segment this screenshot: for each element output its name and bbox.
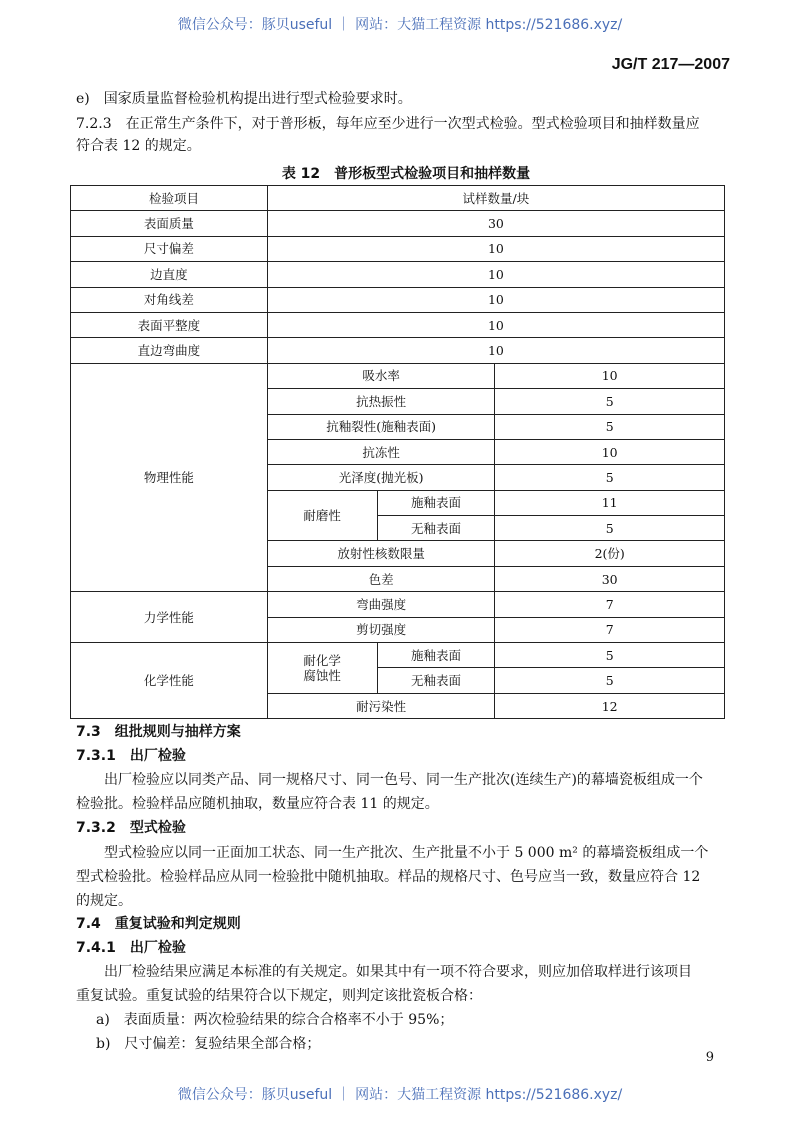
qty-cell: 7 xyxy=(495,617,725,642)
table-header-row xyxy=(71,186,725,211)
qty-cell: 5 xyxy=(495,643,725,668)
table-row xyxy=(71,643,725,668)
item-b: b) 尺寸偏差：复验结果全部合格； xyxy=(96,1036,321,1052)
item-cell: 抗热振性 xyxy=(267,389,495,414)
item-cell: 抗釉裂性(施釉表面) xyxy=(267,414,495,439)
clause-7-4-1-line1: 出厂检验结果应满足本标准的有关规定。如果其中有一项不符合要求，则应加倍取样进行该项目 xyxy=(76,964,692,980)
table-row xyxy=(71,262,725,287)
table-row xyxy=(71,363,725,388)
wear-resistance-cell: 耐磨性 xyxy=(267,490,377,541)
item-cell: 表面质量 xyxy=(71,211,268,236)
table-row xyxy=(71,338,725,363)
item-cell: 边直度 xyxy=(71,262,268,287)
qty-cell: 11 xyxy=(495,490,725,515)
qty-cell: 10 xyxy=(267,236,724,261)
item-cell: 色差 xyxy=(267,566,495,591)
qty-cell: 10 xyxy=(267,312,724,337)
qty-cell: 5 xyxy=(495,516,725,541)
clause-7-3-2-line3: 的规定。 xyxy=(76,893,132,909)
watermark-bottom: 微信公众号：豚贝useful ｜ 网站：大猫工程资源 https://521686.xyz/ xyxy=(177,1087,623,1103)
qty-cell: 5 xyxy=(495,414,725,439)
qty-cell: 5 xyxy=(495,668,725,693)
qty-cell: 30 xyxy=(495,566,725,591)
item-e: e) 国家质量监督检验机构提出进行型式检验要求时。 xyxy=(76,91,412,107)
header-qty: 试样数量/块 xyxy=(267,186,724,211)
clause-7-3-1-heading: 7.3.1 出厂检验 xyxy=(76,748,186,764)
standard-code: JG/T 217—2007 xyxy=(611,56,730,73)
clause-7-3-2-heading: 7.3.2 型式检验 xyxy=(76,820,186,836)
item-cell: 无釉表面 xyxy=(377,516,495,541)
clause-7-2-3-line1: 7.2.3 在正常生产条件下，对于普形板，每年应至少进行一次型式检验。型式检验项目和抽样数量应 xyxy=(76,116,700,132)
group-physical: 物理性能 xyxy=(71,363,268,592)
item-cell: 尺寸偏差 xyxy=(71,236,268,261)
item-cell: 放射性核数限量 xyxy=(267,541,495,566)
item-cell: 光泽度(抛光板) xyxy=(267,465,495,490)
chemical-corrosion-line2: 腐蚀性 xyxy=(303,667,341,683)
item-cell: 施釉表面 xyxy=(377,643,495,668)
qty-cell: 5 xyxy=(495,389,725,414)
item-cell: 弯曲强度 xyxy=(267,592,495,617)
clause-7-4-1-heading: 7.4.1 出厂检验 xyxy=(76,940,186,956)
item-a: a) 表面质量：两次检验结果的综合合格率不小于 95%； xyxy=(96,1012,454,1028)
table-row xyxy=(71,592,725,617)
header-item: 检验项目 xyxy=(71,186,268,211)
qty-cell: 10 xyxy=(267,287,724,312)
qty-cell: 2(份) xyxy=(495,541,725,566)
item-cell: 耐污染性 xyxy=(267,693,495,718)
item-cell: 剪切强度 xyxy=(267,617,495,642)
qty-cell: 12 xyxy=(495,693,725,718)
qty-cell: 10 xyxy=(495,439,725,464)
item-cell: 吸水率 xyxy=(267,363,495,388)
qty-cell: 7 xyxy=(495,592,725,617)
item-cell: 无釉表面 xyxy=(377,668,495,693)
group-mechanical: 力学性能 xyxy=(71,592,268,643)
qty-cell: 30 xyxy=(267,211,724,236)
qty-cell: 10 xyxy=(267,262,724,287)
section-7-3-heading: 7.3 组批规则与抽样方案 xyxy=(76,724,241,740)
item-cell: 对角线差 xyxy=(71,287,268,312)
table-caption: 表 12 普形板型式检验项目和抽样数量 xyxy=(281,166,531,182)
chemical-corrosion-cell xyxy=(267,643,377,694)
page-number: 9 xyxy=(705,1050,714,1065)
clause-7-4-1-line2: 重复试验。重复试验的结果符合以下规定，则判定该批瓷板合格： xyxy=(76,988,482,1004)
item-cell: 施釉表面 xyxy=(377,490,495,515)
item-cell: 表面平整度 xyxy=(71,312,268,337)
table-row xyxy=(71,236,725,261)
item-cell: 抗冻性 xyxy=(267,439,495,464)
clause-7-3-1-line2: 检验批。检验样品应随机抽取，数量应符合表 11 的规定。 xyxy=(76,796,439,812)
table-row xyxy=(71,287,725,312)
clause-7-3-2-line2: 型式检验批。检验样品应从同一检验批中随机抽取。样品的规格尺寸、色号应当一致，数量应符合 12 xyxy=(76,869,701,885)
qty-cell: 5 xyxy=(495,465,725,490)
chemical-corrosion-line1: 耐化学 xyxy=(303,652,341,668)
section-7-4-heading: 7.4 重复试验和判定规则 xyxy=(76,916,241,932)
qty-cell: 10 xyxy=(267,338,724,363)
watermark-top: 微信公众号：豚贝useful ｜ 网站：大猫工程资源 https://521686.xyz/ xyxy=(177,17,623,33)
inspection-table xyxy=(70,185,725,719)
table-row xyxy=(71,211,725,236)
table-row xyxy=(71,312,725,337)
item-cell: 直边弯曲度 xyxy=(71,338,268,363)
clause-7-2-3-line2: 符合表 12 的规定。 xyxy=(76,138,201,154)
clause-7-3-1-line1: 出厂检验应以同类产品、同一规格尺寸、同一色号、同一生产批次(连续生产)的幕墙瓷板组成一个 xyxy=(76,772,703,788)
group-chemical: 化学性能 xyxy=(71,643,268,719)
qty-cell: 10 xyxy=(495,363,725,388)
clause-7-3-2-line1: 型式检验应以同一正面加工状态、同一生产批次、生产批量不小于 5 000 m² 的幕墙瓷板组成一个 xyxy=(76,845,709,861)
